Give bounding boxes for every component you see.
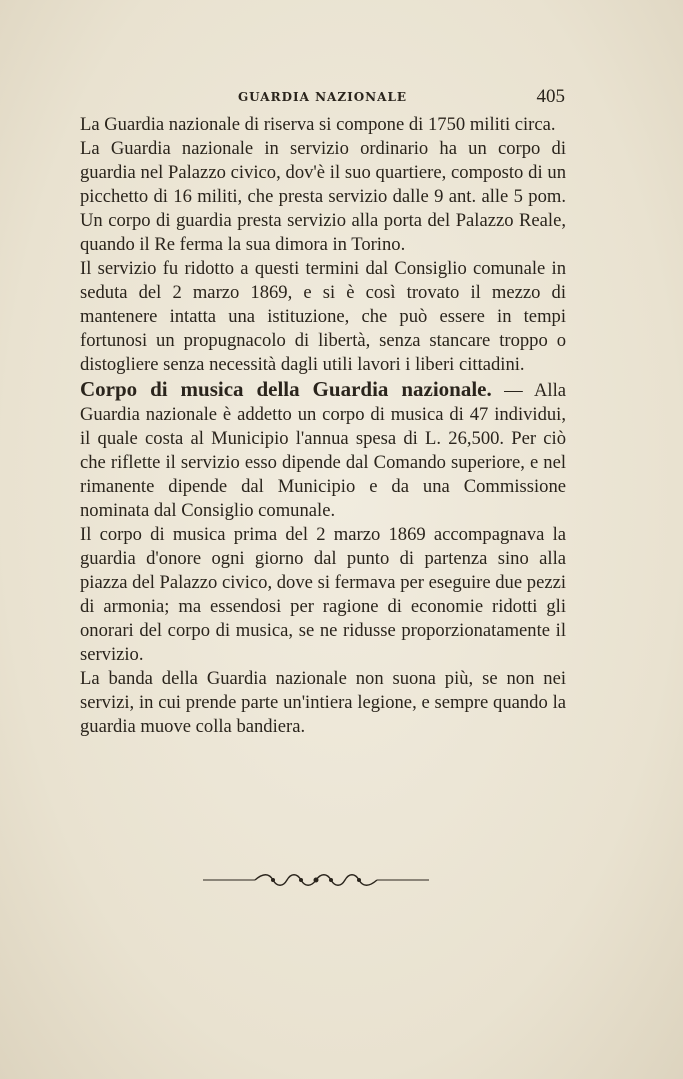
main-text bbox=[80, 113, 566, 739]
paragraph-riserva: La Guardia nazionale di riserva si compone di 1750 militi circa. bbox=[80, 114, 556, 135]
paragraph-guardia-onore: Il corpo di musica prima del 2 marzo 1869 accompagnava la guardia d'onore ogni giorno dal punto di partenza sino alla piazza del Palazzo civico, dove si fermava per eseguire due pezzi di armonia; ma essendosi per ragione di economie ridotti gli onorari del corpo di musica, se ne ridusse proporzionatamente il servizio. bbox=[80, 524, 566, 665]
decorative-rule-ornament-icon bbox=[203, 870, 429, 890]
paragraph-corpo-musica bbox=[80, 377, 566, 523]
section-dash: — bbox=[491, 380, 534, 401]
running-title: GUARDIA NAZIONALE bbox=[237, 90, 408, 104]
paragraph-servizio-ordinario: La Guardia nazionale in servizio ordinario ha un corpo di guardia nel Palazzo civico, dov'è il suo quartiere, composto di un picchetto di 16 militi, che presta servizio dalle 9 ant. alle 5 pom. Un corpo di guardia presta servizio alla porta del Palazzo Reale, quando il Re ferma la sua dimora in Torino. bbox=[80, 138, 566, 255]
paragraph-corpo-musica-text: Alla Guardia nazionale è addetto un corpo di musica di 47 individui, il quale costa al Municipio l'annua spesa di L. 26,500. Per ciò che riflette il servizio esso dipende dal Comando superiore, e nel rimanente dipende dal Municipio e da una Commissione nominata dal Consiglio comunale. bbox=[80, 380, 566, 521]
page-number: 405 bbox=[536, 86, 565, 107]
running-head bbox=[80, 86, 565, 110]
paragraph-servizio-ridotto: Il servizio fu ridotto a questi termini dal Consiglio comunale in seduta del 2 marzo 1869, e si è così trovato il mezzo di mantenere intatta una istituzione, che può essere in tempi fortunosi un propugnacolo di libertà, senza stancare troppo o distogliere senza necessità dagli utili lavori i liberi cittadini. bbox=[80, 258, 566, 375]
paragraph-banda: La banda della Guardia nazionale non suona più, se non nei servizi, in cui prende parte un'intiera legione, e sempre quando la guardia muove colla bandiera. bbox=[80, 668, 566, 737]
section-heading: Corpo di musica della Guardia nazionale. bbox=[80, 377, 492, 401]
